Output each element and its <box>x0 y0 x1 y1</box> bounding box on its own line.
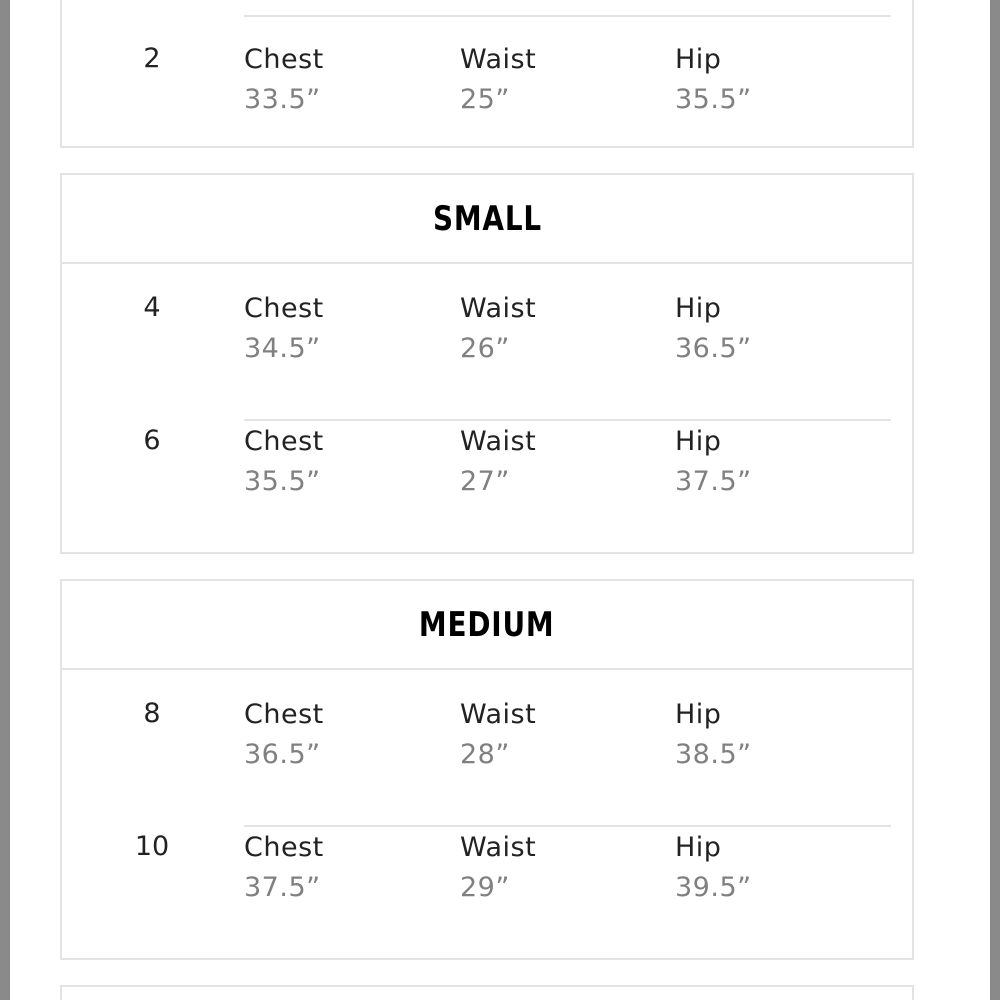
hip-value: 38.5” <box>675 739 752 770</box>
waist-label: Waist <box>460 832 537 863</box>
size-number: 2 <box>143 43 161 74</box>
table-row <box>62 264 912 397</box>
table-row <box>62 803 912 936</box>
hip-value: 39.5” <box>675 872 752 903</box>
waist-label: Waist <box>460 44 537 75</box>
chest-measure <box>244 43 324 117</box>
chest-measure <box>244 292 324 366</box>
waist-value: 25” <box>460 84 510 115</box>
waist-value: 29” <box>460 872 510 903</box>
chest-label: Chest <box>244 293 324 324</box>
size-number: 10 <box>134 831 170 862</box>
section-title: MEDIUM <box>419 604 555 645</box>
chest-measure <box>244 831 324 905</box>
chest-label: Chest <box>244 699 324 730</box>
section-header <box>62 175 912 264</box>
size-card-next <box>60 985 914 1000</box>
waist-label: Waist <box>460 699 537 730</box>
chest-value: 37.5” <box>244 872 321 903</box>
chest-measure <box>244 425 324 499</box>
table-row <box>62 670 912 803</box>
waist-measure <box>460 698 536 772</box>
waist-label: Waist <box>460 426 537 457</box>
waist-measure <box>460 831 536 905</box>
waist-value: 27” <box>460 466 510 497</box>
hip-measure <box>675 831 752 905</box>
hip-measure <box>675 425 752 499</box>
hip-label: Hip <box>675 44 722 75</box>
hip-label: Hip <box>675 699 722 730</box>
hip-measure <box>675 292 752 366</box>
chest-value: 34.5” <box>244 333 321 364</box>
left-scroll-edge <box>0 0 10 1000</box>
hip-measure <box>675 698 752 772</box>
waist-label: Waist <box>460 293 537 324</box>
section-title: SMALL <box>432 198 542 239</box>
right-scroll-edge <box>990 0 1000 1000</box>
waist-measure <box>460 425 536 499</box>
chest-label: Chest <box>244 832 324 863</box>
chest-value: 35.5” <box>244 466 321 497</box>
size-card-small <box>60 173 914 554</box>
size-number: 6 <box>143 425 161 456</box>
hip-label: Hip <box>675 832 722 863</box>
waist-measure <box>460 43 536 117</box>
hip-value: 36.5” <box>675 333 752 364</box>
chest-measure <box>244 698 324 772</box>
chest-label: Chest <box>244 426 324 457</box>
waist-measure <box>460 292 536 366</box>
chest-label: Chest <box>244 44 324 75</box>
section-header <box>62 581 912 670</box>
waist-value: 26” <box>460 333 510 364</box>
table-row <box>62 397 912 530</box>
size-number: 8 <box>143 698 161 729</box>
size-number: 4 <box>143 292 161 323</box>
hip-measure <box>675 43 752 117</box>
hip-label: Hip <box>675 426 722 457</box>
hip-value: 37.5” <box>675 466 752 497</box>
chest-value: 36.5” <box>244 739 321 770</box>
size-card-xsmall <box>60 0 914 148</box>
size-card-medium <box>60 579 914 960</box>
hip-label: Hip <box>675 293 722 324</box>
waist-value: 28” <box>460 739 510 770</box>
hip-value: 35.5” <box>675 84 752 115</box>
chest-value: 33.5” <box>244 84 321 115</box>
table-row <box>62 15 912 148</box>
